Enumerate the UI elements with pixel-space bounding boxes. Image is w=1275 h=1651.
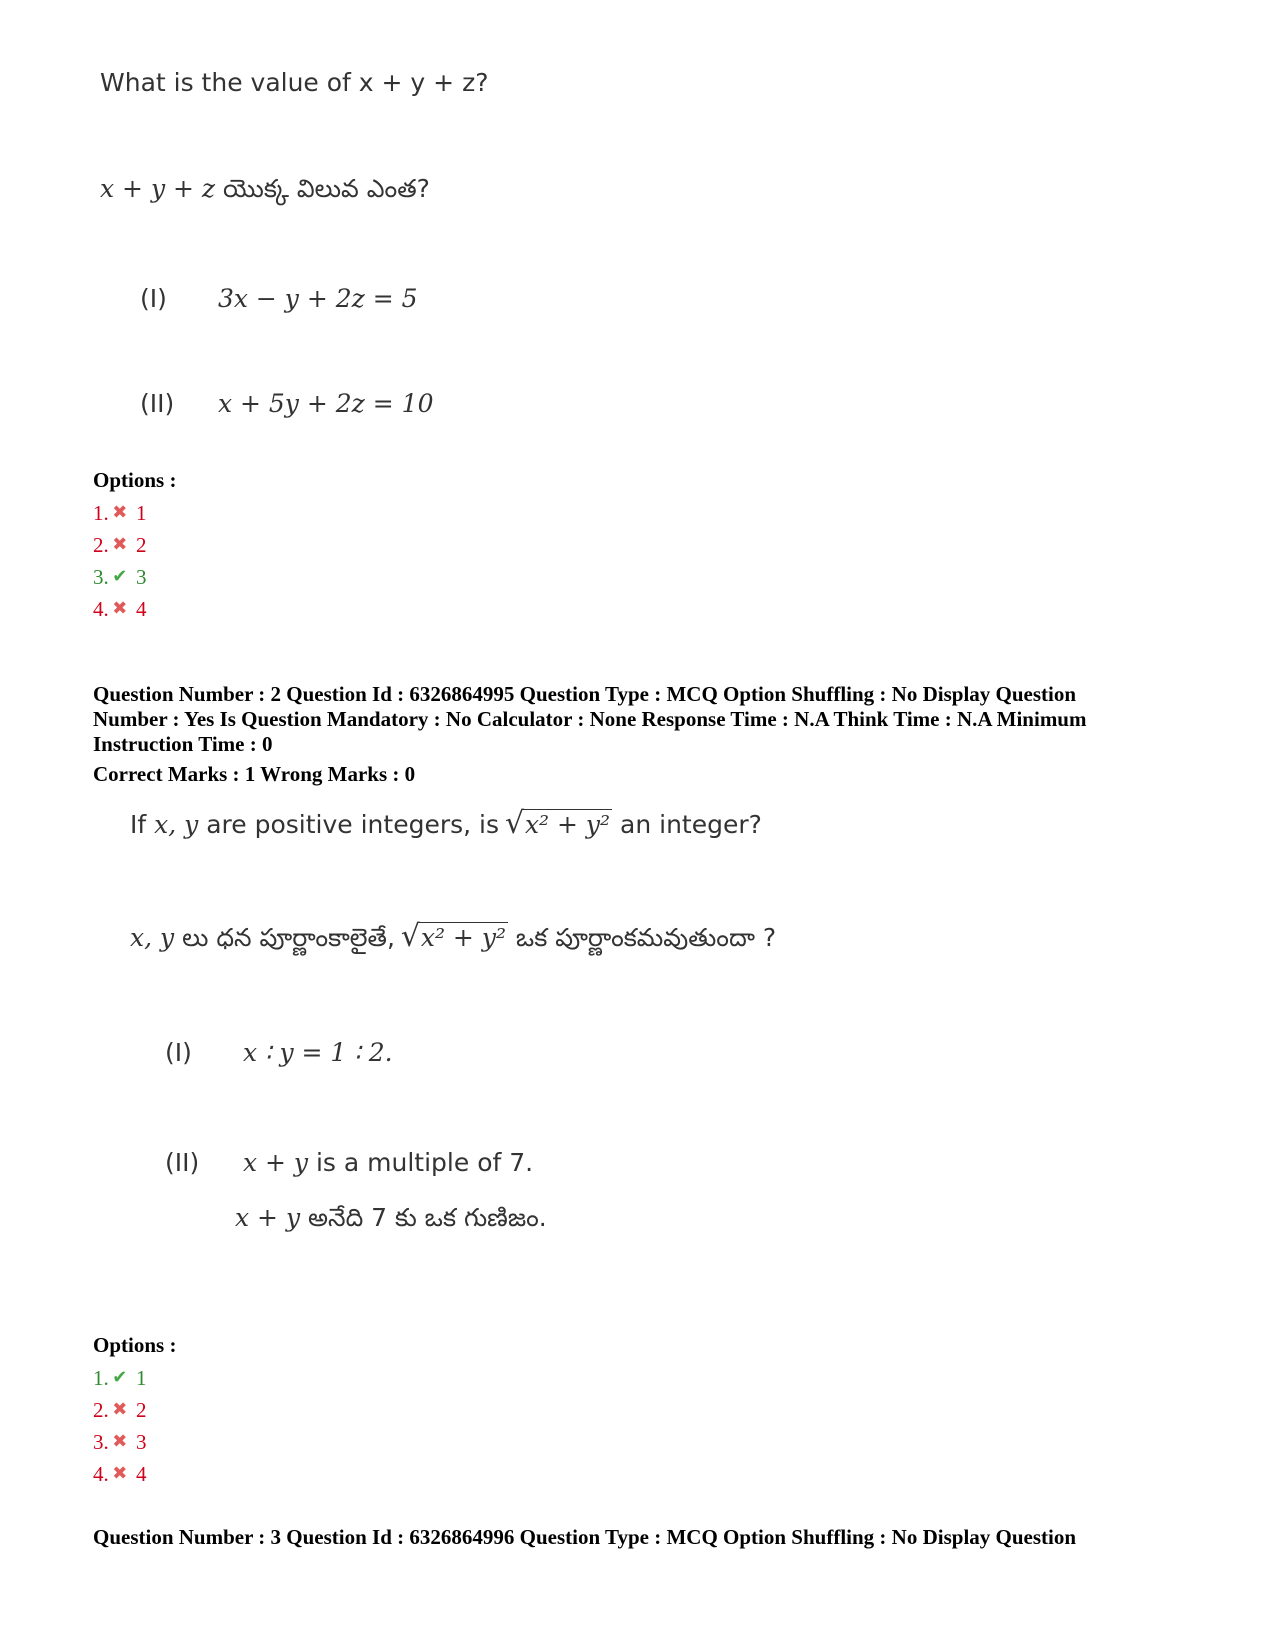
q2-options-list: [93, 1362, 147, 1490]
q1-option-3-value: 3: [136, 565, 147, 589]
q1-statement-2-expr: x + 5y + 2z = 10: [217, 389, 434, 418]
cross-icon: ✖: [112, 1399, 128, 1420]
q2-telugu-post: ఒక పూర్ణాంకమవుతుందా ?: [515, 923, 777, 952]
cross-icon: ✖: [112, 534, 128, 555]
sqrt-expression: [507, 810, 612, 839]
q2-english-vars: x, y: [154, 810, 199, 839]
cross-icon: ✖: [112, 598, 128, 619]
q1-statement-1-expr: 3x − y + 2z = 5: [217, 284, 418, 313]
q1-telugu-line: [100, 174, 430, 210]
cross-icon: ✖: [112, 502, 128, 523]
q1-option-4-num: 4.: [93, 597, 109, 621]
q2-statement-1: [165, 1038, 393, 1067]
q2-option-2-num: 2.: [93, 1398, 109, 1422]
q1-option-3: [93, 561, 147, 593]
cross-icon: ✖: [112, 1463, 128, 1484]
q2-statement-2-expr: x + y: [242, 1148, 309, 1177]
q1-options-heading: Options :: [93, 468, 177, 492]
q2-meta-line-3: Instruction Time : 0: [93, 732, 273, 756]
q1-option-4: [93, 593, 147, 625]
q2-option-4-value: 4: [136, 1462, 147, 1486]
cross-icon: ✖: [112, 1431, 128, 1452]
q1-option-2-num: 2.: [93, 533, 109, 557]
q2-statement-2-telugu-text: అనేది 7 కు ఒక గుణిజం.: [308, 1203, 547, 1232]
q1-option-2-value: 2: [136, 533, 147, 557]
q2-english-line: [130, 810, 762, 839]
q1-statement-2-label: (II): [140, 389, 175, 418]
q1-telugu-text: యొక్క విలువ ఎంత?: [223, 174, 430, 203]
q2-option-4-num: 4.: [93, 1462, 109, 1486]
q2-option-3: [93, 1426, 147, 1458]
q1-option-2: [93, 529, 147, 561]
q2-statement-1-label: (I): [165, 1038, 192, 1067]
q2-statement-2-text: is a multiple of 7.: [315, 1148, 534, 1177]
q2-statement-2-telugu-expr: x + y: [235, 1203, 301, 1232]
q2-option-2: [93, 1394, 147, 1426]
q1-options-list: [93, 497, 147, 625]
q1-english-text: What is the value of x + y + z?: [100, 68, 489, 97]
q2-telugu-line: [130, 923, 776, 959]
q2-telugu-vars: x, y: [130, 923, 175, 952]
sqrt-radicand: x² + y²: [420, 923, 506, 952]
q2-option-3-value: 3: [136, 1430, 147, 1454]
q2-english-post: an integer?: [620, 810, 762, 839]
check-icon: ✔: [112, 566, 128, 587]
q2-options-heading: Options :: [93, 1333, 177, 1357]
q1-option-1-num: 1.: [93, 501, 109, 525]
q2-english-pre: If: [130, 810, 147, 839]
q2-option-3-num: 3.: [93, 1430, 109, 1454]
q2-marks: Correct Marks : 1 Wrong Marks : 0: [93, 762, 416, 786]
q1-option-4-value: 4: [136, 597, 147, 621]
check-icon: ✔: [112, 1367, 128, 1388]
q1-option-3-num: 3.: [93, 565, 109, 589]
q2-statement-2-label: (II): [165, 1148, 200, 1177]
q2-statement-2-telugu: [235, 1203, 547, 1239]
q1-statement-1-label: (I): [140, 284, 167, 313]
q2-option-4: [93, 1458, 147, 1490]
q2-telugu-pre: లు ధన పూర్ణాంకాలైతే,: [182, 923, 395, 952]
q2-meta-line-1: Question Number : 2 Question Id : 6326864995 Question Type : MCQ Option Shuffling : No Display Question: [93, 682, 1077, 706]
q2-option-1-value: 1: [136, 1366, 147, 1390]
q1-option-1: [93, 497, 147, 529]
q1-telugu-expr: x + y + z: [100, 174, 216, 203]
sqrt-expression: [403, 923, 508, 952]
q2-option-1: [93, 1362, 147, 1394]
q2-meta-block: [93, 682, 1243, 757]
q1-statement-2: [140, 389, 434, 418]
sqrt-radicand: x² + y²: [524, 810, 611, 839]
q2-english-mid: are positive integers, is: [206, 810, 499, 839]
q3-meta-line-1: Question Number : 3 Question Id : 6326864996 Question Type : MCQ Option Shuffling : No Display Question: [93, 1525, 1077, 1549]
q1-option-1-value: 1: [136, 501, 147, 525]
q2-option-1-num: 1.: [93, 1366, 109, 1390]
q1-statement-1: [140, 284, 418, 313]
q2-statement-1-expr: x ∶ y = 1 ∶ 2.: [242, 1038, 393, 1067]
q2-meta-line-2: Number : Yes Is Question Mandatory : No Calculator : None Response Time : N.A Think Time : N.A Minimum: [93, 707, 1087, 731]
q2-statement-2: [165, 1148, 533, 1177]
q2-option-2-value: 2: [136, 1398, 147, 1422]
